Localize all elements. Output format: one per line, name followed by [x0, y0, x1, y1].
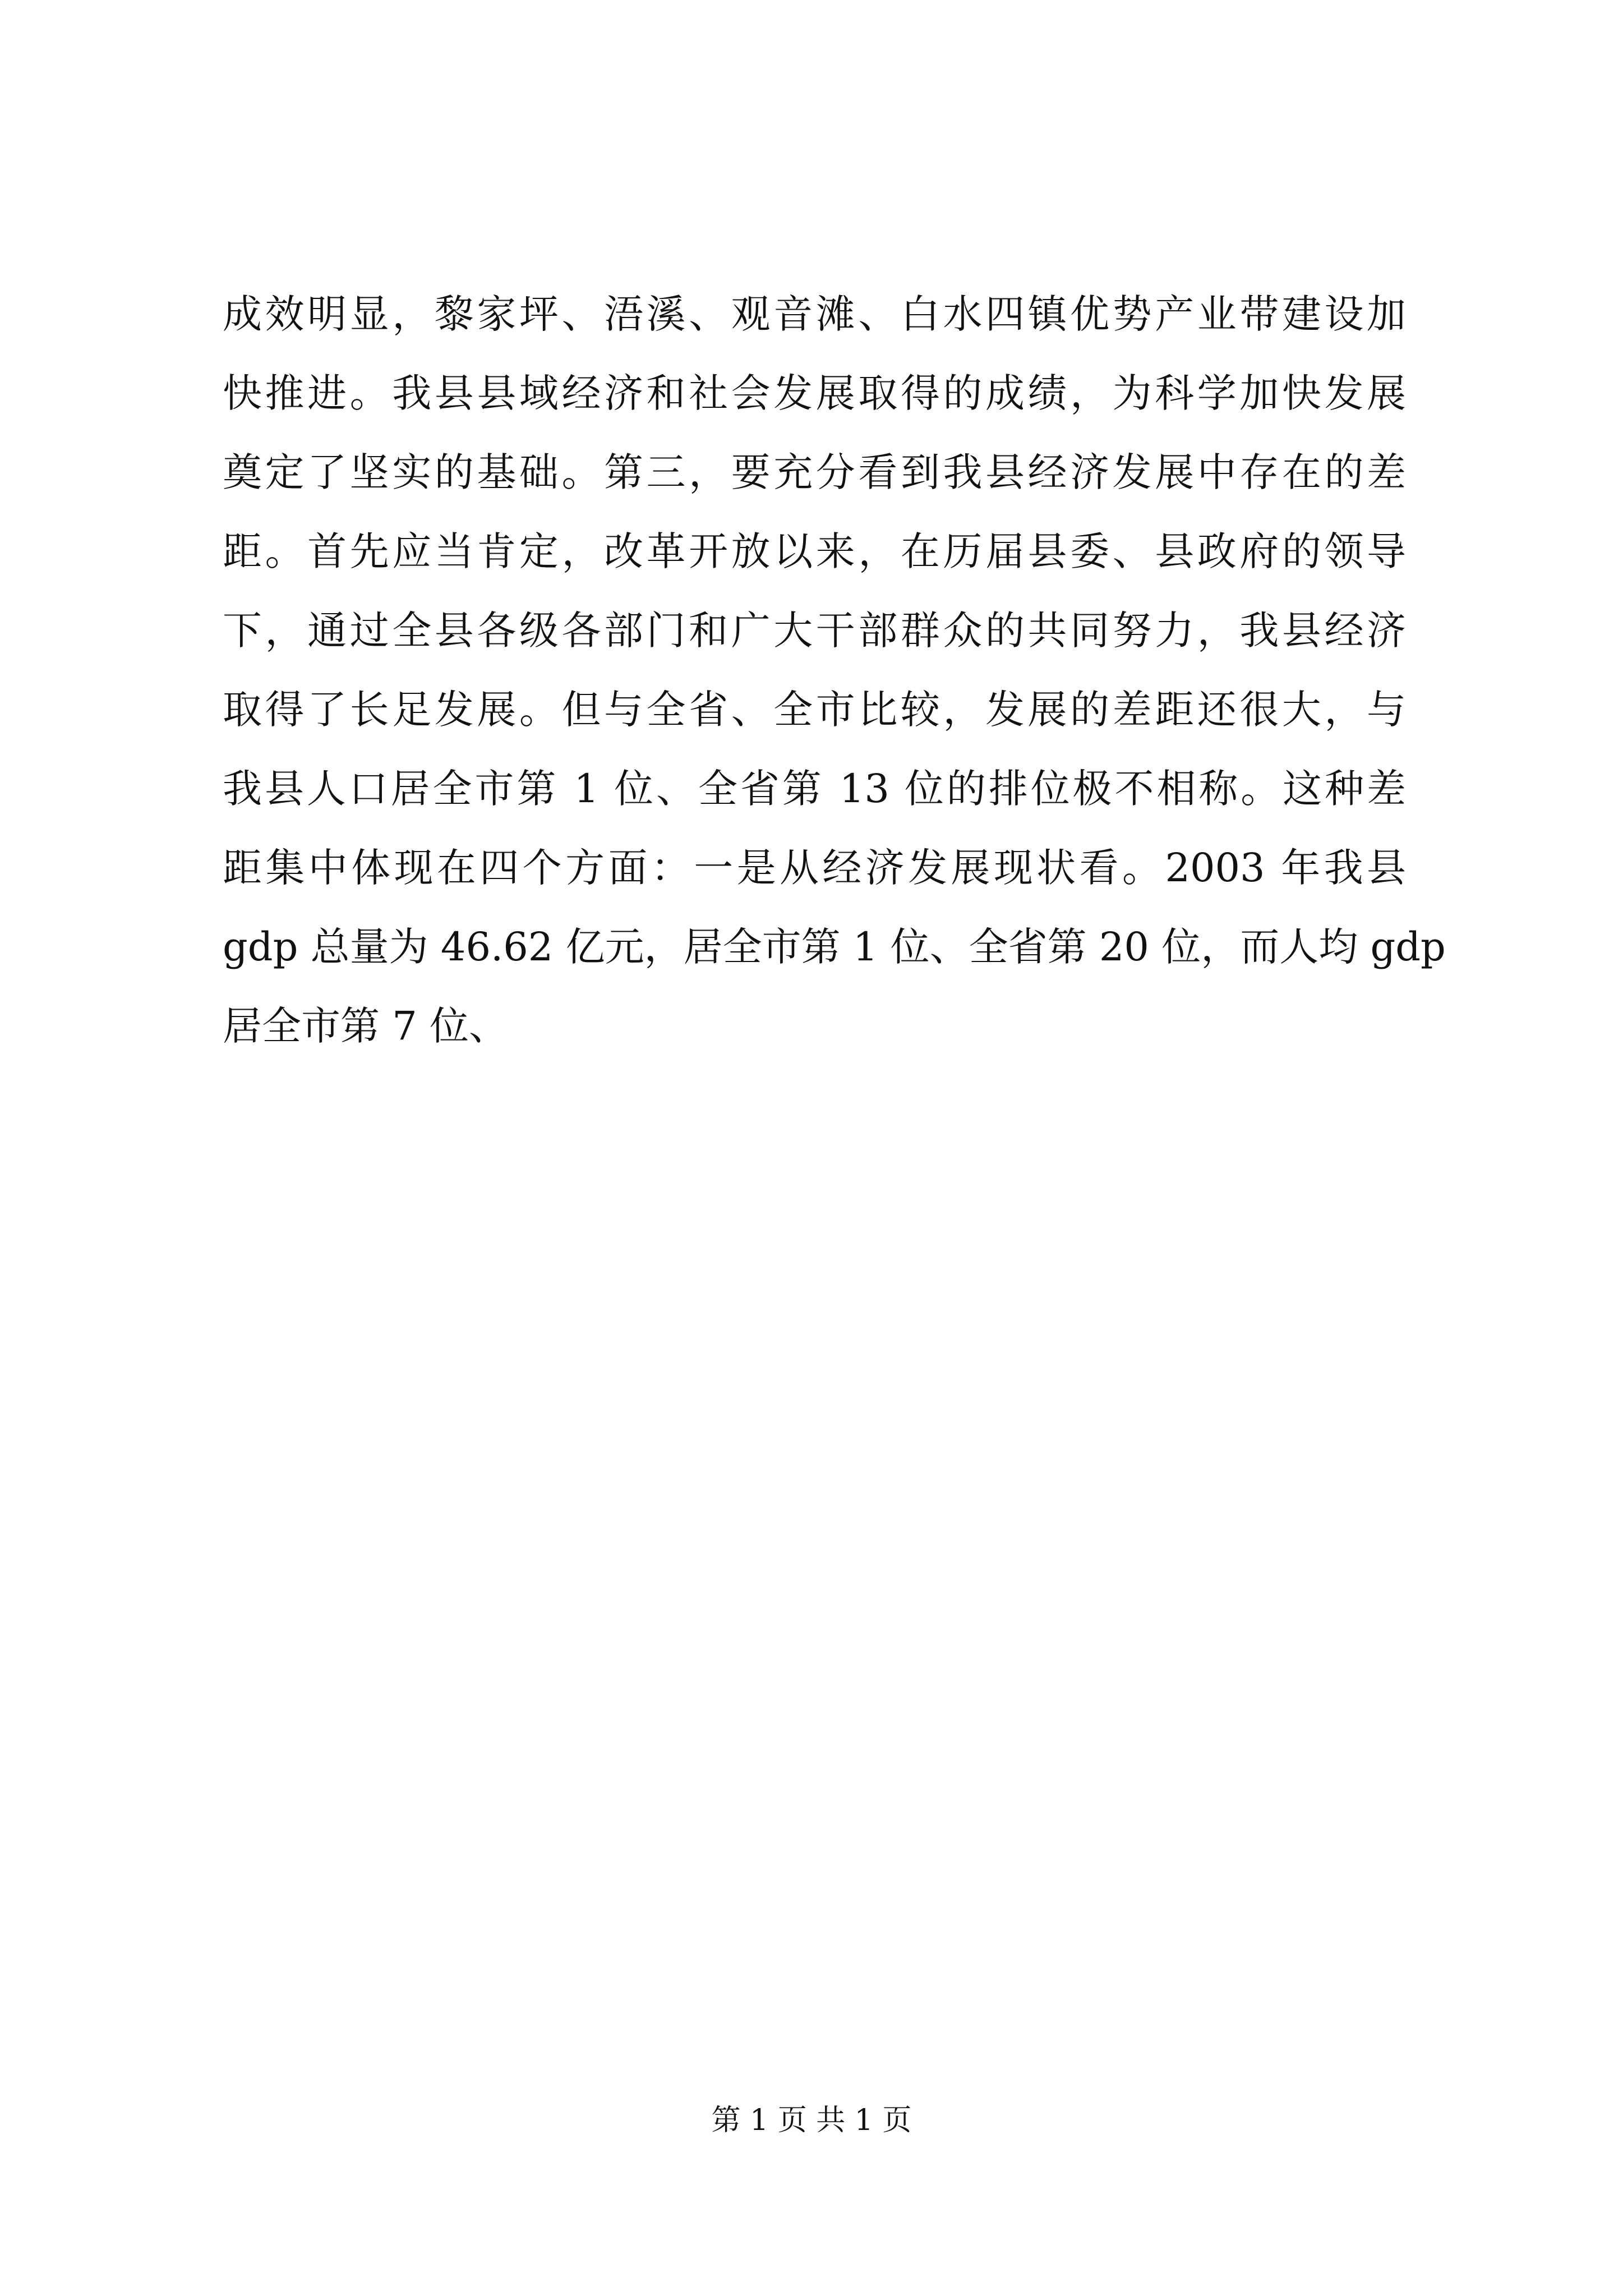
page-footer: 第 1 页 共 1 页	[711, 2104, 912, 2137]
text-line: 快推进。我县县域经济和社会发展取得的成绩，为科学加快发展	[223, 370, 1406, 416]
text-line: 我县人口居全市第 1 位、全省第 13 位的排位极不相称。这种差	[223, 766, 1406, 812]
text-line: 下，通过全县各级各部门和广大干部群众的共同努力，我县经济	[223, 608, 1406, 654]
text-line: 取得了长足发展。但与全省、全市比较，发展的差距还很大，与	[223, 687, 1406, 733]
text-line: 奠定了坚实的基础。第三，要充分看到我县经济发展中存在的差	[223, 449, 1406, 495]
text-line: 距。首先应当肯定，改革开放以来，在历届县委、县政府的领导	[223, 528, 1406, 574]
text-line: 居全市第 7 位、	[223, 1003, 509, 1049]
text-line: 成效明显，黎家坪、浯溪、观音滩、白水四镇优势产业带建设加	[223, 291, 1406, 337]
body-paragraph	[223, 275, 1446, 1066]
text-line: gdp 总量为 46.62 亿元，居全市第 1 位、全省第 20 位，而人均 gdp	[223, 924, 1446, 970]
text-line: 距集中体现在四个方面：一是从经济发展现状看。2003 年我县	[223, 845, 1406, 891]
